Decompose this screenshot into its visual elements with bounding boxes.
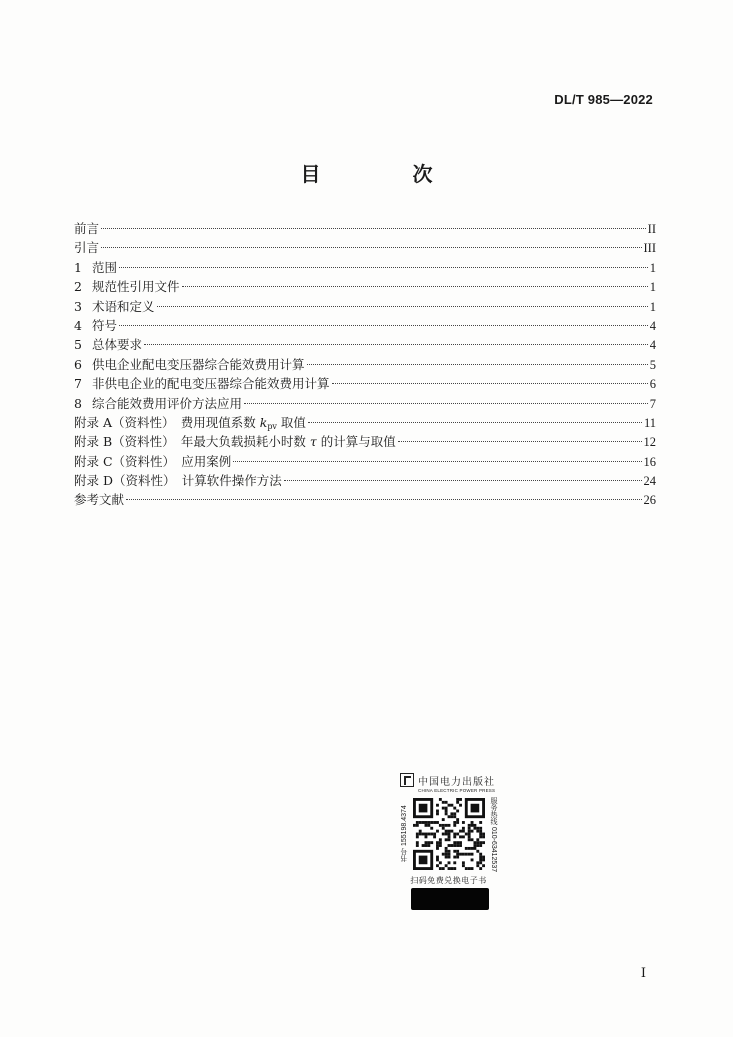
toc-entry-label: [74, 219, 99, 238]
toc-entry-number: 7: [74, 376, 82, 392]
toc-entry-text: 综合能效费用评价方法应用: [92, 395, 243, 411]
book-number-text: 书号 155198.4374: [401, 805, 408, 863]
toc-entry[interactable]: [74, 355, 656, 374]
toc-entry-symbol-subscript: pv: [267, 421, 277, 431]
toc-dot-leader: [332, 383, 648, 384]
toc-entry-number: 4: [74, 317, 82, 333]
toc-entry-text: 前言: [74, 221, 100, 236]
toc-entry-label: [74, 316, 117, 335]
toc-entry-text-suffix: 取值: [276, 414, 306, 430]
toc-entry[interactable]: [74, 277, 656, 296]
toc-entry-label: [74, 297, 155, 316]
redacted-code-box: [411, 888, 489, 910]
publisher-name: 中国电力出版社: [418, 776, 495, 788]
toc-entry-label: [74, 277, 180, 296]
toc-entry-page: III: [643, 241, 656, 256]
publisher-english-name: CHINA ELECTRIC POWER PRESS: [418, 788, 496, 793]
toc-entry[interactable]: [74, 452, 656, 471]
toc-entry-text: 参考文献: [74, 492, 125, 508]
toc-entry-page: 12: [643, 435, 656, 450]
toc-entry-text-suffix: 的计算与取值: [316, 434, 396, 450]
toc-entry-page: 26: [643, 493, 656, 508]
toc-entry[interactable]: [74, 297, 656, 316]
service-hotline-text: 服务热线 010-63412537: [490, 797, 497, 873]
toc-entry-label: [74, 452, 231, 471]
toc-dot-leader: [284, 480, 642, 481]
toc-entry[interactable]: [74, 258, 656, 277]
toc-entry-label: [74, 238, 99, 257]
toc-entry[interactable]: [74, 238, 656, 257]
qr-caption: 扫码免费兑换电子书: [410, 876, 487, 885]
toc-entry-text: 引言: [74, 240, 100, 256]
toc-entry-page: 4: [649, 338, 656, 353]
toc-dot-leader: [119, 325, 648, 326]
toc-dot-leader: [244, 403, 648, 404]
toc-entry-page: 7: [649, 396, 656, 411]
toc-entry-text: 附录 B（资料性） 年最大负载损耗小时数: [74, 434, 310, 450]
toc-entry-label: [74, 432, 396, 451]
toc-entry-page: 1: [649, 280, 656, 295]
toc-dot-leader: [398, 441, 642, 442]
toc-entry-text: 术语和定义: [92, 298, 155, 314]
toc-dot-leader: [233, 461, 641, 462]
toc-entry-page: II: [647, 222, 656, 236]
toc-entry-text: 附录 C（资料性） 应用案例: [74, 453, 232, 469]
toc-dot-leader: [101, 228, 646, 229]
toc-entry-label: [74, 258, 117, 277]
toc-dot-leader: [101, 247, 641, 248]
toc-entry[interactable]: [74, 219, 656, 238]
toc-entry[interactable]: [74, 335, 656, 354]
page-title: 目 次: [300, 162, 469, 186]
page-number: I: [640, 966, 646, 981]
toc-dot-leader: [126, 499, 641, 500]
toc-dot-leader: [119, 267, 648, 268]
toc-entry-symbol: τ: [309, 434, 317, 450]
toc-dot-leader: [157, 306, 648, 307]
standard-code: DL/T 985—2022: [554, 92, 653, 107]
toc-entry-number: 5: [74, 337, 82, 353]
toc-entry-label: [74, 490, 124, 509]
toc-entry[interactable]: [74, 394, 656, 413]
table-of-contents: [74, 219, 656, 510]
toc-entry-number: 3: [74, 298, 82, 314]
toc-entry-text: 附录 A（资料性） 费用现值系数: [74, 414, 260, 430]
toc-entry[interactable]: [74, 490, 656, 509]
toc-entry-page: 11: [643, 415, 656, 430]
publisher-header: [400, 772, 498, 788]
toc-dot-leader: [182, 286, 648, 287]
toc-entry-label: [74, 471, 282, 490]
toc-entry[interactable]: [74, 432, 656, 451]
toc-entry-number: 6: [74, 356, 82, 372]
toc-entry-number: 1: [74, 259, 82, 275]
toc-entry-page: 1: [649, 260, 656, 275]
toc-entry-page: 24: [643, 474, 656, 489]
toc-entry-label: [74, 374, 330, 393]
toc-entry[interactable]: [74, 413, 656, 432]
toc-entry-text: 规范性引用文件: [92, 279, 180, 295]
toc-entry-label: [74, 355, 305, 374]
toc-entry-page: 6: [649, 377, 656, 392]
toc-entry-page: 5: [649, 357, 656, 372]
toc-entry-text: 供电企业配电变压器综合能效费用计算: [92, 356, 305, 372]
toc-entry-label: [74, 335, 142, 354]
toc-entry-text: 非供电企业的配电变压器综合能效费用计算: [92, 376, 330, 392]
toc-entry[interactable]: [74, 471, 656, 490]
toc-entry[interactable]: [74, 374, 656, 393]
toc-entry-symbol: k: [259, 414, 268, 430]
toc-entry-text: 总体要求: [92, 337, 143, 353]
toc-entry-number: 8: [74, 395, 82, 411]
toc-entry-page: 1: [649, 299, 656, 314]
toc-entry-text: 附录 D（资料性） 计算软件操作方法: [74, 473, 282, 489]
publisher-logo-icon: [400, 773, 414, 787]
toc-entry-number: 2: [74, 279, 82, 295]
toc-entry-text: 范围: [92, 259, 118, 275]
toc-dot-leader: [307, 364, 648, 365]
toc-entry[interactable]: [74, 316, 656, 335]
toc-entry-page: 16: [643, 454, 656, 469]
toc-entry-page: 4: [649, 318, 656, 333]
toc-entry-text: 符号: [92, 317, 118, 333]
toc-dot-leader: [144, 344, 648, 345]
toc-entry-label: [74, 394, 242, 413]
qr-code-block: [400, 772, 498, 886]
qr-code-image[interactable]: [413, 798, 485, 870]
toc-dot-leader: [308, 422, 642, 423]
